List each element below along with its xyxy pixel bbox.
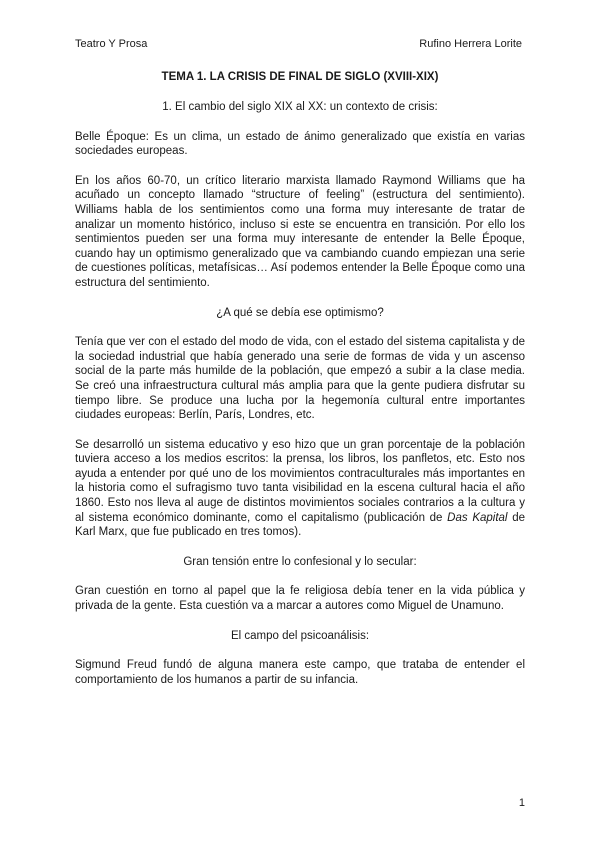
book-title-italic: Das Kapital — [447, 511, 508, 524]
section-heading: 1. El cambio del siglo XIX al XX: un contexto de crisis: — [162, 101, 438, 113]
paragraph-text-before: Se desarrolló un sistema educativo y eso hizo que un gran porcentaje de la población tuviera acceso a los medios escritos: la prensa, los libros, los panfletos, etc. Esto nos ayuda a entender por qué uno de los movimientos contraculturales más importantes en la historia como el sufragismo tuvo tanta visibilidad en la escena cultural hacia el año 1860. Esto nos lleva al auge de distintos movimientos sociales contrarios a la cultura y al sistema económico dominante, como el capitalismo (publicación de — [75, 438, 525, 524]
paragraph-text-after: de Karl Marx, que fue publicado en tres tomos). — [75, 511, 525, 539]
paragraph-freud: Sigmund Freud fundó de alguna manera este campo, que trataba de entender el comportamiento de los humanos a partir de su infancia. — [75, 659, 525, 686]
paragraph-williams: En los años 60-70, un crítico literario marxista llamado Raymond Williams que ha acuñado un concepto llamado “structure of feeling” (estructura del sentimiento). Williams habla de los sentimientos como una forma muy interesante de tratar de analizar un momento histórico, incluso si este se encuentra en transición. Por ello los sentimientos pueden ser una forma muy interesante de entender la Belle Époque, cuando hay un optimismo generalizado que va cambiando cuando empiezan una serie de cuestiones políticas, metafísicas… Así podemos entender la Belle Époque como una estructura del sentimiento. — [75, 174, 525, 289]
tension-heading: Gran tensión entre lo confesional y lo secular: — [183, 555, 417, 568]
paragraph-modo-de-vida: Tenía que ver con el estado del modo de vida, con el estado del sistema capitalista y de la sociedad industrial que había generado una serie de formas de vida y un ascenso social de la parte más humilde de la población, que empezó a subir a la clase media. Se creó una infraestructura cultural más amplia para que la gente pudiera disfrutar su tiempo libre. Se produce una lucha por la hegemonía cultural entre importantes ciudades europeas: Berlín, París, Londres, etc. — [75, 336, 525, 422]
question-heading: ¿A qué se debía ese optimismo? — [216, 306, 384, 319]
page-title: TEMA 1. LA CRISIS DE FINAL DE SIGLO (XVIII-XIX) — [161, 71, 439, 83]
header-author: Rufino Herrera Lorite — [419, 38, 522, 50]
paragraph-belle-epoque: Belle Époque: Es un clima, un estado de ánimo generalizado que existía en varias sociedades europeas. — [75, 130, 525, 158]
paragraph-sistema-educativo — [75, 438, 525, 540]
document-body — [75, 100, 525, 702]
page-number: 1 — [518, 797, 525, 809]
psicoanalisis-heading: El campo del psicoanálisis: — [230, 629, 370, 642]
paragraph-tension: Gran cuestión en torno al papel que la fe religiosa debía tener en la vida pública y privada de la gente. Esta cuestión va a marcar a autores como Miguel de Unamuno. — [75, 585, 525, 613]
header-course-title: Teatro Y Prosa — [75, 38, 148, 50]
